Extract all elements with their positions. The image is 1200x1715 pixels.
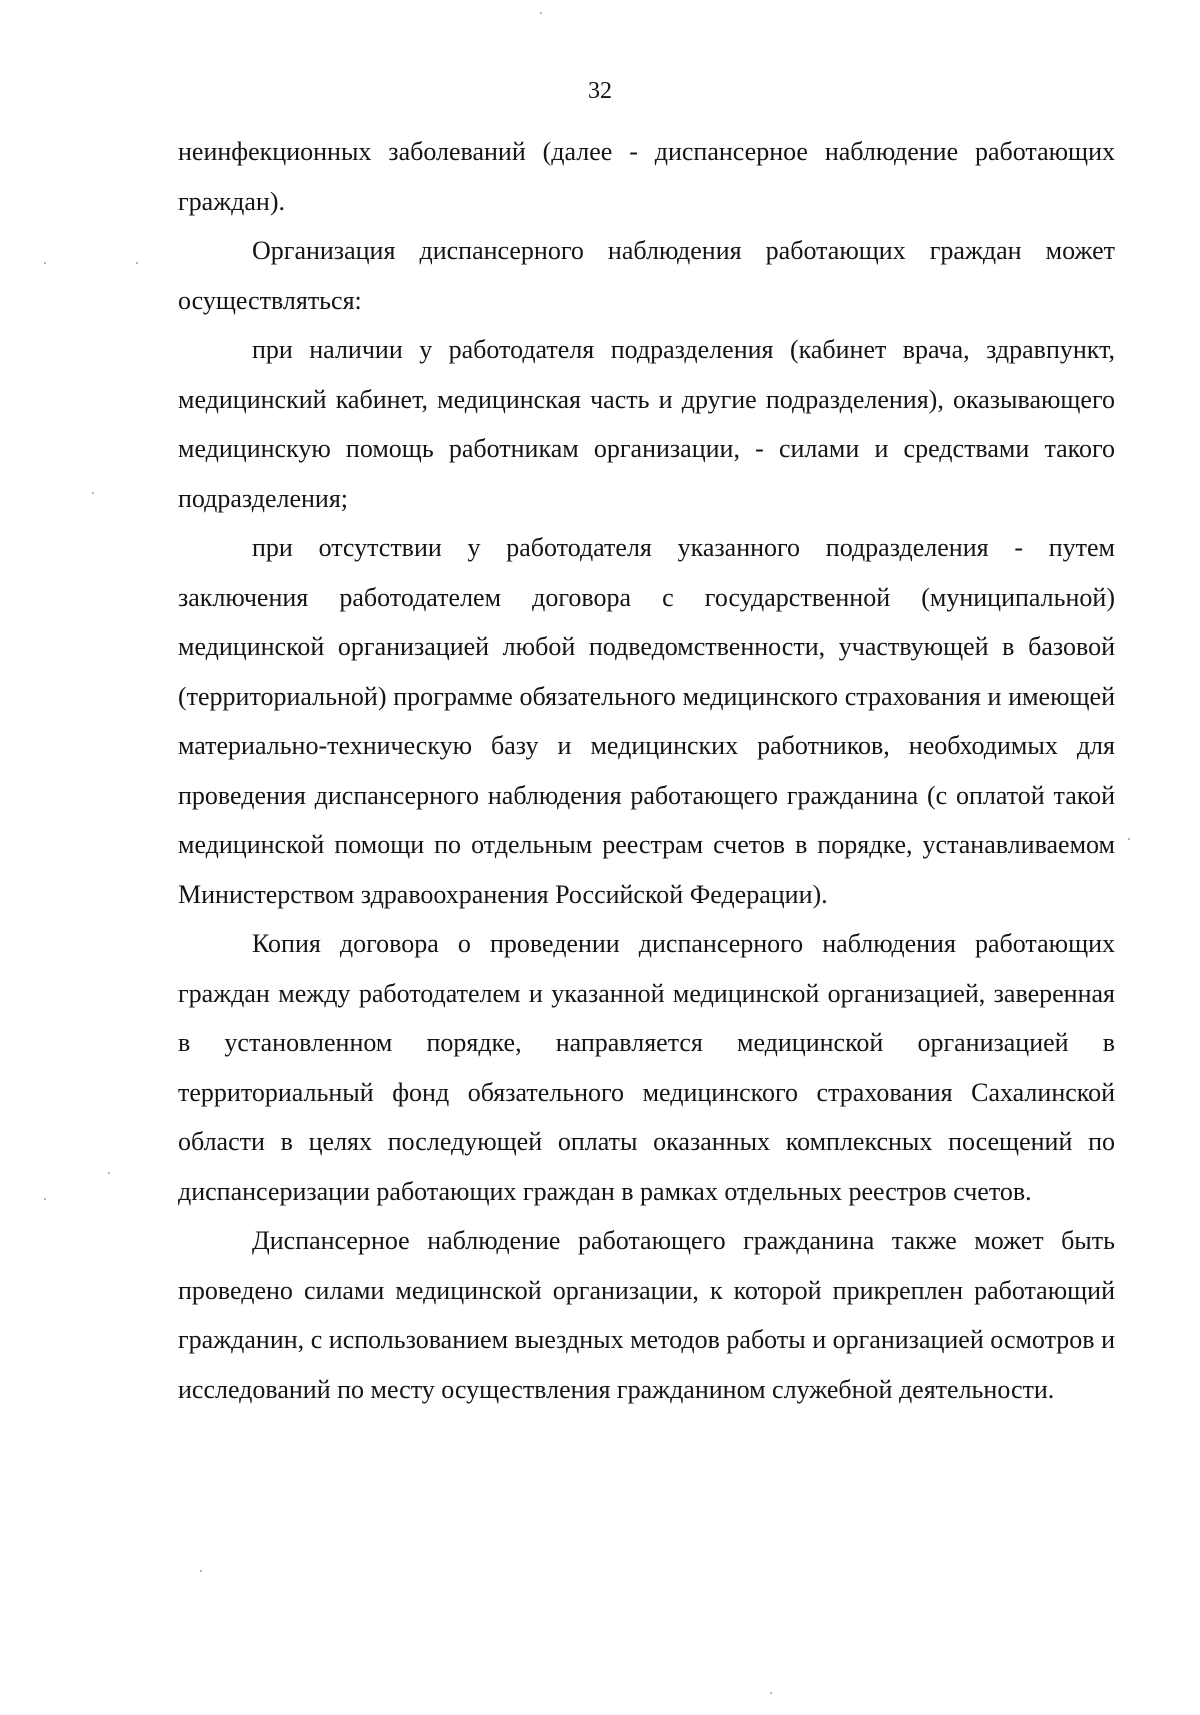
scan-speck bbox=[44, 262, 46, 264]
scan-speck bbox=[540, 12, 542, 14]
document-body bbox=[178, 127, 1115, 1414]
paragraph-4: при отсутствии у работодателя указанного подразделения - путем заключения работодателем договора с государственной (муниципальной) медицинской организацией любой подведомственности, участвующей в базовой (территориальной) программе обязательного медицинского страхования и имеющей материально-техническую базу и медицинских работников, необходимых для проведения диспансерного наблюдения работающего гражданина (с оплатой такой медицинской помощи по отдельным реестрам счетов в порядке, устанавливаемом Министерством здравоохранения Российской Федерации). bbox=[178, 533, 1115, 909]
paragraph-5: Копия договора о проведении диспансерного наблюдения работающих граждан между работодателем и указанной медицинской организацией, заверенная в установленном порядке, направляется медицинской организацией в территориальный фонд обязательного медицинского страхования Сахалинской области в целях последующей оплаты оказанных комплексных посещений по диспансеризации работающих граждан в рамках отдельных реестров счетов. bbox=[178, 929, 1115, 1206]
scan-speck bbox=[1128, 838, 1130, 840]
page-number: 32 bbox=[588, 78, 612, 104]
scan-speck bbox=[770, 1692, 772, 1694]
paragraph-3: при наличии у работодателя подразделения (кабинет врача, здравпункт, медицинский кабинет, медицинская часть и другие подразделения), оказывающего медицинскую помощь работникам организации, - силами и средствами такого подразделения; bbox=[178, 335, 1115, 513]
paragraph-2: Организация диспансерного наблюдения работающих граждан может осуществляться: bbox=[178, 236, 1115, 315]
scan-speck bbox=[108, 1172, 110, 1174]
scan-speck bbox=[136, 262, 138, 264]
scan-speck bbox=[92, 492, 94, 494]
scan-speck bbox=[44, 1198, 46, 1200]
paragraph-6: Диспансерное наблюдение работающего гражданина также может быть проведено силами медицинской организации, к которой прикреплен работающий гражданин, с использованием выездных методов работы и организацией осмотров и исследований по месту осуществления гражданином служебной деятельности. bbox=[178, 1226, 1115, 1404]
paragraph-1: неинфекционных заболеваний (далее - диспансерное наблюдение работающих граждан). bbox=[178, 137, 1115, 216]
scan-speck bbox=[200, 1570, 202, 1572]
